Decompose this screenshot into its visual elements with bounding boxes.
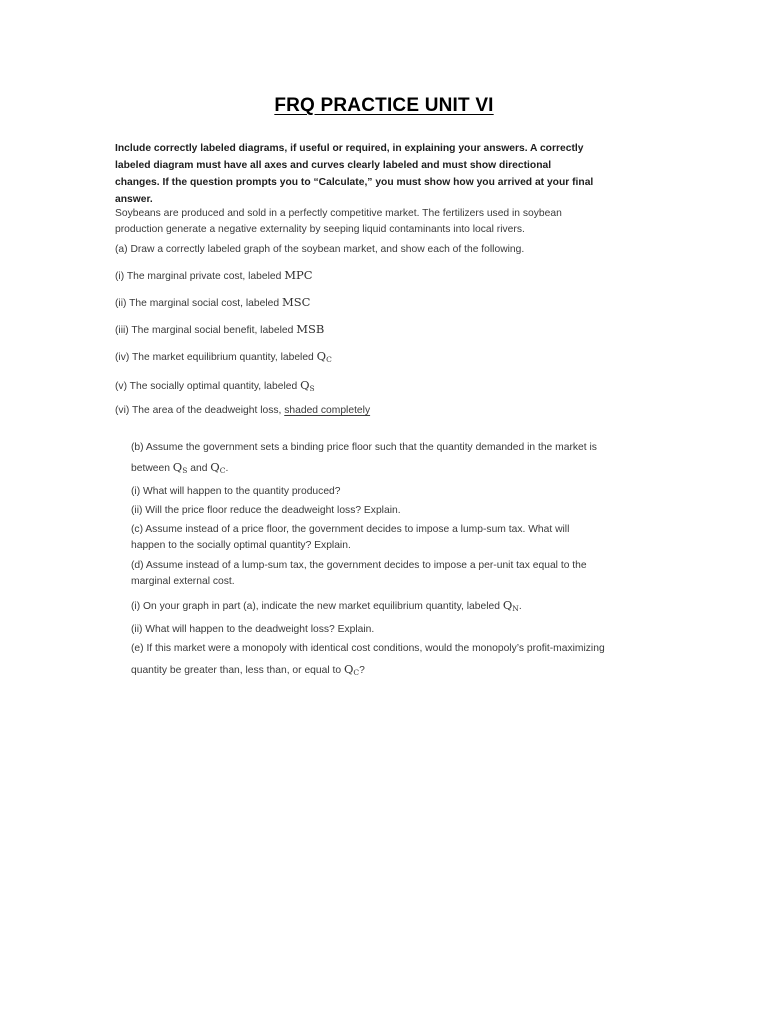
label-qc-e: $Q_C$ [343, 662, 360, 677]
part-a-v-text: (v) The socially optimal quantity, labeled [115, 381, 301, 392]
part-b-ii: (ii) Will the price floor reduce the deadweight loss? Explain. [131, 505, 401, 516]
part-e-line1: (e) If this market were a monopoly with identical cost conditions, would the monopoly’s profit-maximizing [131, 643, 605, 654]
part-b-line2: between $Q_S$ and $Q_C$. [131, 460, 229, 475]
part-a-iv-text: (iv) The market equilibrium quantity, labeled [115, 352, 317, 363]
part-e-line2: quantity be greater than, less than, or equal to $Q_C$? [131, 662, 365, 677]
label-qs: $Q_S$ [300, 378, 315, 393]
part-d-ii: (ii) What will happen to the deadweight loss? Explain. [131, 624, 375, 635]
part-a-iii [115, 321, 324, 339]
part-d-prompt: (d) Assume instead of a lump-sum tax, the government decides to impose a per-unit tax equal to the marginal external cost. [131, 560, 587, 587]
label-msc: MSC [281, 295, 311, 309]
part-a-v [115, 377, 315, 397]
label-qs-b: $Q_S$ [172, 460, 188, 475]
part-a-vi-text: (vi) The area of the deadweight loss, [115, 405, 285, 416]
part-b-line1: (b) Assume the government sets a binding price floor such that the quantity demanded in the market is [131, 442, 597, 453]
part-a-prompt: (a) Draw a correctly labeled graph of the soybean market, and show each of the following. [115, 244, 525, 255]
part-a-i-text: (i) The marginal private cost, labeled [115, 271, 285, 282]
part-a-iii-text: (iii) The marginal social benefit, labeled [115, 325, 297, 336]
part-a-vi [115, 403, 370, 419]
label-qc: $Q_C$ [316, 349, 332, 364]
part-b-i: (i) What will happen to the quantity produced? [131, 486, 341, 497]
intro-paragraph: Soybeans are produced and sold in a perfectly competitive market. The fertilizers used in soybean production generate a negative externality by seeping liquid contaminants into local rivers. [115, 208, 562, 235]
part-c-prompt: (c) Assume instead of a price floor, the government decides to impose a lump-sum tax. What will happen to the socially optimal quantity? Explain. [131, 524, 570, 551]
label-msb: MSB [296, 322, 325, 336]
part-a-iv [115, 348, 332, 368]
label-qn: $Q_N$ [502, 598, 519, 613]
shaded-completely-underlined: shaded completely [284, 405, 371, 416]
part-d-i: (i) On your graph in part (a), indicate the new market equilibrium quantity, labeled $Q_N$. [131, 598, 522, 613]
part-a-ii-text: (ii) The marginal social cost, labeled [115, 298, 282, 309]
label-mpc: MPC [284, 268, 313, 282]
part-a-ii [115, 294, 310, 312]
instructions-paragraph: Include correctly labeled diagrams, if useful or required, in explaining your answers. A correctly labeled diagram must have all axes and curves clearly labeled and must show directional changes. If the question prompts you to “Calculate,” you must show how you arrived at your final answer. [115, 143, 594, 205]
part-a-i [115, 267, 313, 285]
page-title: FRQ PRACTICE UNIT VI [274, 95, 494, 116]
label-qc-b: $Q_C$ [210, 460, 226, 475]
